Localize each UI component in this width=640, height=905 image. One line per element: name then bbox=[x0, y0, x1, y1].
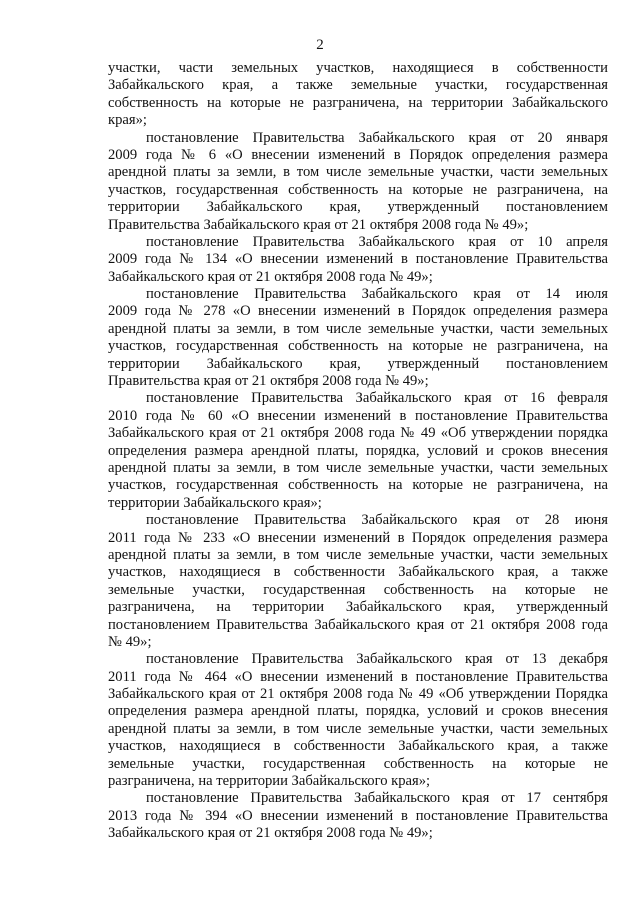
paragraph bbox=[108, 234, 608, 286]
text-line: участков, государственная собственность на которые не разграничена, на bbox=[108, 181, 608, 198]
text-line: разграничена, на территории Забайкальского края, утвержденный bbox=[108, 599, 608, 616]
text-line: земельные участки, государственная собственность на которые не bbox=[108, 581, 608, 598]
text-line: Правительства края от 21 октября 2008 года № 49»; bbox=[108, 373, 429, 390]
text-line: 2009 года № 278 «О внесении изменений в Порядок определения размера bbox=[108, 303, 608, 320]
text-line: собственность на которые не разграничена, на территории Забайкальского bbox=[108, 94, 608, 111]
text-line: участков, государственная собственность на которые не разграничена, на bbox=[108, 338, 608, 355]
text-line: № 49»; bbox=[108, 633, 152, 650]
text-line: арендной платы за земли, в том числе земельные участки, части земельных bbox=[108, 720, 608, 737]
paragraph bbox=[108, 512, 608, 651]
text-line: 2009 года № 6 «О внесении изменений в Порядок определения размера bbox=[108, 146, 608, 163]
text-line: арендной платы за земли, в том числе земельные участки, части земельных bbox=[108, 459, 608, 476]
text-line: постановление Правительства Забайкальского края от 10 апреля bbox=[146, 233, 608, 250]
text-line: арендной платы за земли, в том числе земельные участки, части земельных bbox=[108, 164, 608, 181]
text-line: участки, части земельных участков, находящиеся в собственности bbox=[108, 60, 608, 76]
text-line: арендной платы за земли, в том числе земельные участки, части земельных bbox=[108, 546, 608, 563]
text-line: края»; bbox=[108, 112, 147, 129]
text-line: Правительства Забайкальского края от 21 октября 2008 года № 49»; bbox=[108, 216, 529, 233]
paragraph bbox=[108, 390, 608, 512]
text-line: Забайкальского края от 21 октября 2008 года № 49»; bbox=[108, 268, 433, 285]
text-line: 2009 года № 134 «О внесении изменений в постановление Правительства bbox=[108, 251, 608, 268]
text-line: участков, находящиеся в собственности Забайкальского края, а также bbox=[108, 564, 608, 581]
text-line: определения размера арендной платы, порядка, условий и сроков внесения bbox=[108, 442, 608, 459]
paragraph bbox=[108, 651, 608, 790]
text-line: арендной платы за земли, в том числе земельные участки, части земельных bbox=[108, 320, 608, 337]
text-line: 2013 года № 394 «О внесении изменений в постановление Правительства bbox=[108, 807, 608, 824]
text-line: постановлением Правительства Забайкальского края от 21 октября 2008 года bbox=[108, 616, 608, 633]
text-line: Забайкальского края от 21 октября 2008 года № 49 «Об утверждении Порядка bbox=[108, 686, 608, 703]
text-line: земельные участки, государственная собственность на которые не bbox=[108, 755, 608, 772]
text-line: Забайкальского края от 21 октября 2008 года № 49 «Об утверждении порядка bbox=[108, 425, 608, 442]
text-line: определения размера арендной платы, порядка, условий и сроков внесения bbox=[108, 703, 608, 720]
text-line: участков, государственная собственность на которые не разграничена, на bbox=[108, 477, 608, 494]
text-line: постановление Правительства Забайкальского края от 13 декабря bbox=[146, 651, 608, 668]
text-line: Забайкальского края от 21 октября 2008 года № 49»; bbox=[108, 825, 433, 842]
text-line: 2011 года № 464 «О внесении изменений в постановление Правительства bbox=[108, 668, 608, 685]
paragraph bbox=[108, 60, 608, 130]
text-line: 2010 года № 60 «О внесении изменений в постановление Правительства bbox=[108, 407, 608, 424]
document-body bbox=[108, 60, 608, 843]
text-line: участков, находящиеся в собственности Забайкальского края, а также bbox=[108, 738, 608, 755]
page-number: 2 bbox=[316, 37, 324, 53]
paragraph bbox=[108, 130, 608, 234]
text-line: территории Забайкальского края, утвержденный постановлением bbox=[108, 355, 608, 372]
text-line: постановление Правительства Забайкальского края от 16 февраля bbox=[146, 390, 608, 407]
text-line: территории Забайкальского края»; bbox=[108, 494, 322, 511]
text-line: 2011 года № 233 «О внесении изменений в Порядок определения размера bbox=[108, 529, 608, 546]
paragraph bbox=[108, 790, 608, 842]
text-line: Забайкальского края, а также земельные участки, государственная bbox=[108, 77, 608, 94]
text-line: разграничена, на территории Забайкальского края»; bbox=[108, 773, 431, 790]
text-line: постановление Правительства Забайкальского края от 14 июля bbox=[146, 286, 608, 303]
text-line: территории Забайкальского края, утвержденный постановлением bbox=[108, 199, 608, 216]
paragraph bbox=[108, 286, 608, 390]
text-line: постановление Правительства Забайкальского края от 28 июня bbox=[146, 512, 608, 529]
text-line: постановление Правительства Забайкальского края от 17 сентября bbox=[146, 790, 608, 807]
text-line: постановление Правительства Забайкальского края от 20 января bbox=[146, 129, 608, 146]
